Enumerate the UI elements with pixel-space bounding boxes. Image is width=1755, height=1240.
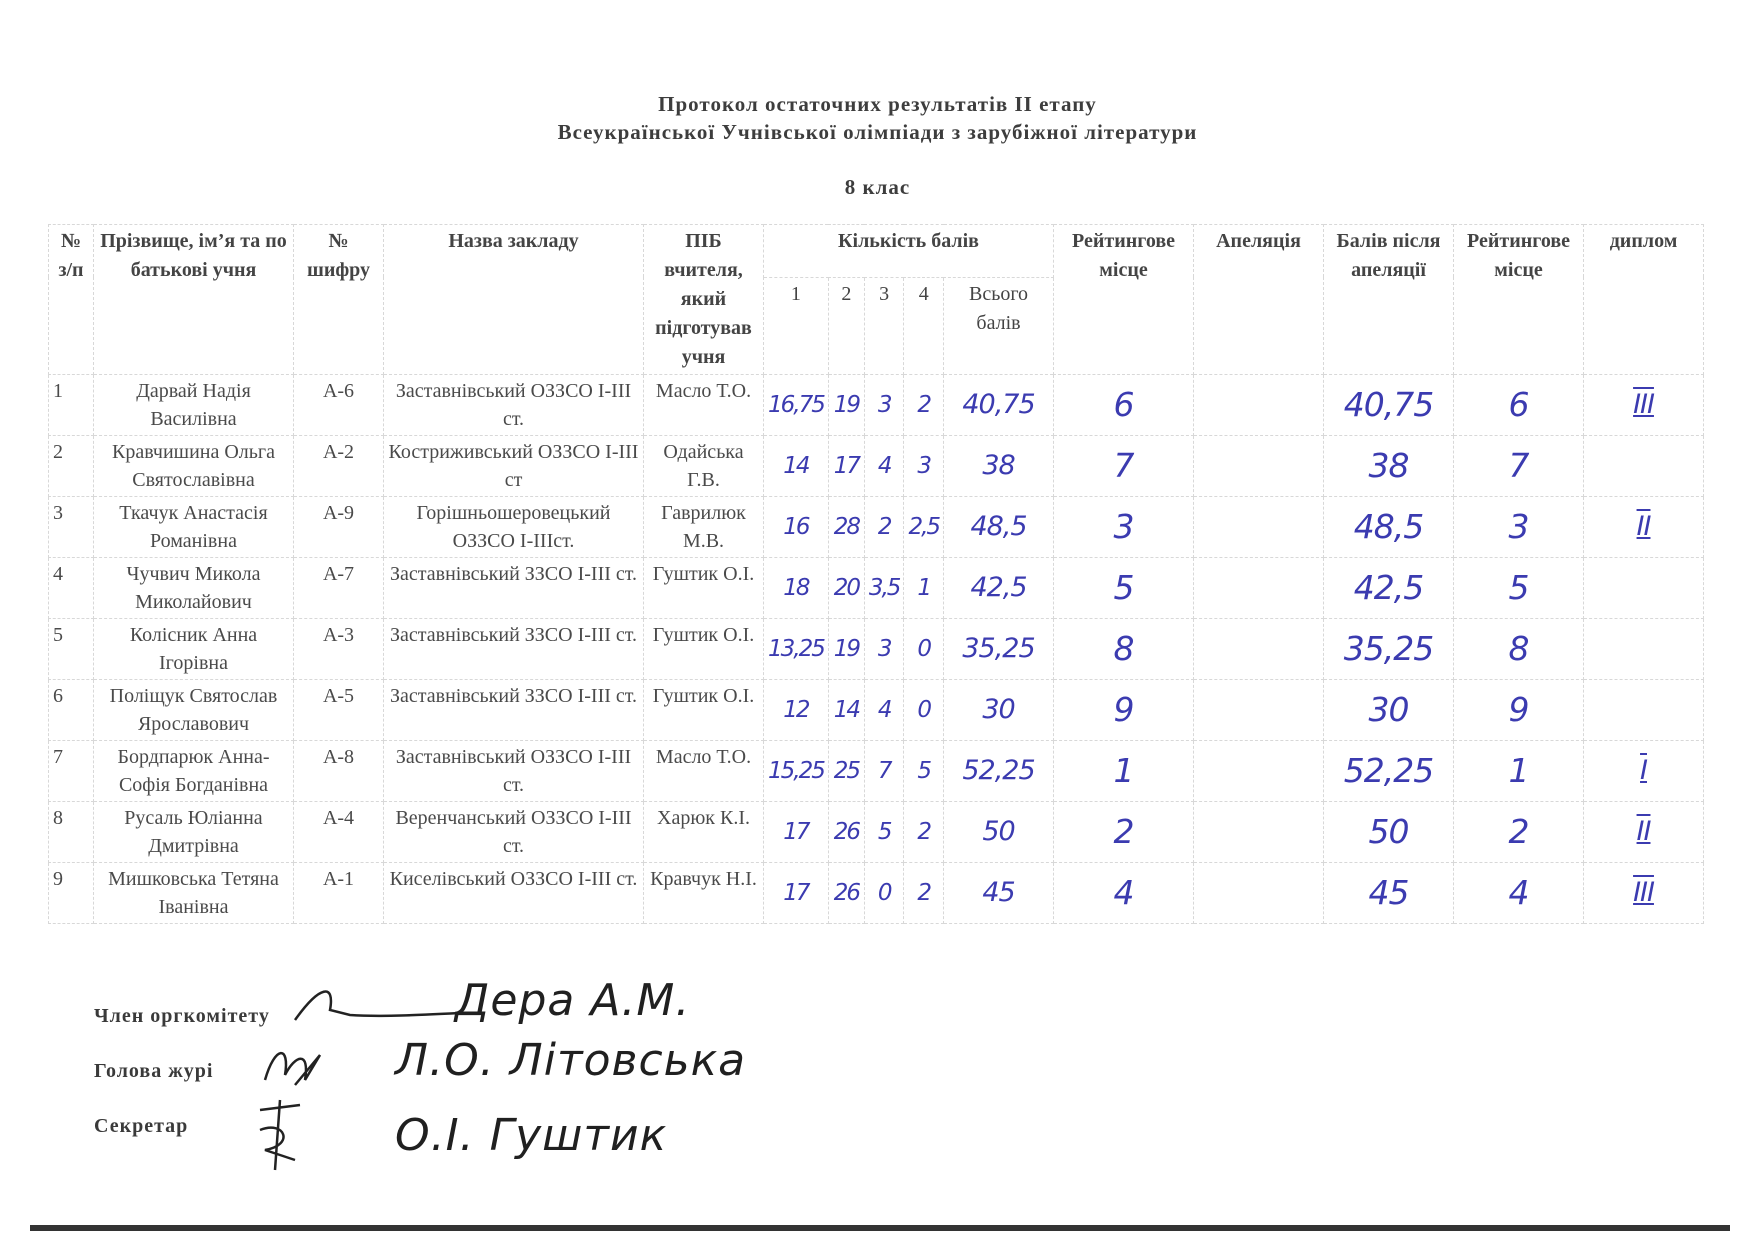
row-score-1: 17 <box>764 802 829 863</box>
col-header-after-appeal: Балів після апеляції <box>1324 225 1454 375</box>
row-score-2: 17 <box>828 436 864 497</box>
row-teacher: Одайська Г.В. <box>644 436 764 497</box>
row-total: 38 <box>944 436 1054 497</box>
row-rank-2: 4 <box>1454 863 1584 924</box>
row-after-appeal: 40,75 <box>1324 375 1454 436</box>
document-title-line-2: Всеукраїнської Учнівської олімпіади з зарубіжної літератури <box>557 120 1198 144</box>
col-header-diploma: диплом <box>1584 225 1704 375</box>
row-score-1: 18 <box>764 558 829 619</box>
table-row <box>49 680 1704 741</box>
row-num: 1 <box>49 375 94 436</box>
table-row <box>49 619 1704 680</box>
row-score-3: 3 <box>864 619 904 680</box>
row-score-4: 5 <box>904 741 944 802</box>
row-name: Русаль Юліанна Дмитрівна <box>94 802 294 863</box>
row-rank-2: 8 <box>1454 619 1584 680</box>
signature-scribble-secretary <box>245 1090 315 1180</box>
row-teacher: Гуштик О.І. <box>644 680 764 741</box>
row-rank: 5 <box>1054 558 1194 619</box>
col-header-school: Назва закладу <box>384 225 644 375</box>
col-header-score-3: 3 <box>864 277 904 374</box>
row-score-1: 13,25 <box>764 619 829 680</box>
row-code: А-6 <box>294 375 384 436</box>
header-row <box>49 225 1704 278</box>
table-row <box>49 497 1704 558</box>
row-teacher: Кравчук Н.І. <box>644 863 764 924</box>
row-diploma <box>1584 436 1704 497</box>
row-score-1: 15,25 <box>764 741 829 802</box>
row-num: 7 <box>49 741 94 802</box>
row-diploma: І <box>1584 741 1704 802</box>
row-diploma <box>1584 558 1704 619</box>
row-name: Бордпарюк Анна-Софія Богданівна <box>94 741 294 802</box>
row-score-4: 3 <box>904 436 944 497</box>
row-appeal <box>1194 619 1324 680</box>
row-num: 4 <box>49 558 94 619</box>
row-score-4: 2 <box>904 863 944 924</box>
table-row <box>49 802 1704 863</box>
row-score-2: 20 <box>828 558 864 619</box>
row-after-appeal: 38 <box>1324 436 1454 497</box>
row-appeal <box>1194 497 1324 558</box>
row-teacher: Гуштик О.І. <box>644 558 764 619</box>
row-name: Кравчишина Ольга Святославівна <box>94 436 294 497</box>
row-code: А-4 <box>294 802 384 863</box>
row-num: 6 <box>49 680 94 741</box>
row-after-appeal: 50 <box>1324 802 1454 863</box>
signature-label-head: Голова журі <box>94 1060 214 1082</box>
col-header-total: Всього балів <box>944 277 1054 374</box>
row-score-3: 3,5 <box>864 558 904 619</box>
row-score-1: 16,75 <box>764 375 829 436</box>
row-score-1: 17 <box>764 863 829 924</box>
row-score-1: 14 <box>764 436 829 497</box>
row-score-4: 0 <box>904 619 944 680</box>
row-rank-2: 2 <box>1454 802 1584 863</box>
row-appeal <box>1194 436 1324 497</box>
table-row <box>49 741 1704 802</box>
row-appeal <box>1194 680 1324 741</box>
row-score-1: 16 <box>764 497 829 558</box>
row-score-3: 7 <box>864 741 904 802</box>
signature-label-member: Член оргкомітету <box>94 1005 270 1027</box>
row-score-3: 0 <box>864 863 904 924</box>
col-header-score-4: 4 <box>904 277 944 374</box>
row-score-3: 4 <box>864 436 904 497</box>
row-num: 3 <box>49 497 94 558</box>
row-diploma: ІІ <box>1584 802 1704 863</box>
row-diploma: ІІ <box>1584 497 1704 558</box>
row-total: 35,25 <box>944 619 1054 680</box>
scan-edge-bar <box>30 1225 1730 1231</box>
row-score-2: 19 <box>828 619 864 680</box>
row-score-2: 25 <box>828 741 864 802</box>
row-diploma <box>1584 619 1704 680</box>
col-header-teacher: ПІБ вчителя, який підготував учня <box>644 225 764 375</box>
row-score-2: 26 <box>828 863 864 924</box>
row-code: А-8 <box>294 741 384 802</box>
row-score-2: 19 <box>828 375 864 436</box>
row-school: Киселівський ОЗЗСО І-ІІІ ст. <box>384 863 644 924</box>
results-table <box>48 224 1704 924</box>
row-num: 5 <box>49 619 94 680</box>
row-code: А-9 <box>294 497 384 558</box>
col-header-code: № шифру <box>294 225 384 375</box>
row-code: А-5 <box>294 680 384 741</box>
row-school: Заставнівський ОЗЗСО І-ІІІ ст. <box>384 375 644 436</box>
row-total: 50 <box>944 802 1054 863</box>
row-total: 45 <box>944 863 1054 924</box>
row-rank-2: 5 <box>1454 558 1584 619</box>
row-appeal <box>1194 802 1324 863</box>
row-name: Колісник Анна Ігорівна <box>94 619 294 680</box>
row-rank-2: 3 <box>1454 497 1584 558</box>
signature-scribble-head <box>255 1035 335 1095</box>
row-score-4: 2 <box>904 802 944 863</box>
row-score-2: 28 <box>828 497 864 558</box>
row-school: Заставнівський ОЗЗСО І-ІІІ ст. <box>384 741 644 802</box>
row-after-appeal: 30 <box>1324 680 1454 741</box>
col-header-score-2: 2 <box>828 277 864 374</box>
row-score-3: 5 <box>864 802 904 863</box>
row-name: Поліщук Святослав Ярославович <box>94 680 294 741</box>
row-diploma: ІІІ <box>1584 375 1704 436</box>
row-score-3: 4 <box>864 680 904 741</box>
col-header-scores: Кількість балів <box>764 225 1054 278</box>
row-rank-2: 6 <box>1454 375 1584 436</box>
row-after-appeal: 52,25 <box>1324 741 1454 802</box>
table-row <box>49 863 1704 924</box>
row-score-4: 2,5 <box>904 497 944 558</box>
row-school: Веренчанський ОЗЗСО І-ІІІ ст. <box>384 802 644 863</box>
signature-secretary-name: О.І. Гуштик <box>395 1110 668 1161</box>
row-rank: 6 <box>1054 375 1194 436</box>
row-rank-2: 7 <box>1454 436 1584 497</box>
row-after-appeal: 48,5 <box>1324 497 1454 558</box>
row-after-appeal: 45 <box>1324 863 1454 924</box>
table-row <box>49 436 1704 497</box>
row-name: Чучвич Микола Миколайович <box>94 558 294 619</box>
row-name: Дарвай Надія Василівна <box>94 375 294 436</box>
row-rank: 8 <box>1054 619 1194 680</box>
row-rank: 3 <box>1054 497 1194 558</box>
row-rank-2: 9 <box>1454 680 1584 741</box>
row-num: 2 <box>49 436 94 497</box>
row-total: 30 <box>944 680 1054 741</box>
row-after-appeal: 42,5 <box>1324 558 1454 619</box>
row-rank: 4 <box>1054 863 1194 924</box>
row-code: А-7 <box>294 558 384 619</box>
row-rank: 1 <box>1054 741 1194 802</box>
row-teacher: Гаврилюк М.В. <box>644 497 764 558</box>
row-total: 40,75 <box>944 375 1054 436</box>
row-num: 8 <box>49 802 94 863</box>
row-after-appeal: 35,25 <box>1324 619 1454 680</box>
row-total: 48,5 <box>944 497 1054 558</box>
table-row <box>49 375 1704 436</box>
row-score-1: 12 <box>764 680 829 741</box>
signature-head-name: Л.О. Літовська <box>395 1035 747 1086</box>
row-rank: 9 <box>1054 680 1194 741</box>
col-header-appeal: Апеляція <box>1194 225 1324 375</box>
row-score-2: 26 <box>828 802 864 863</box>
row-score-4: 0 <box>904 680 944 741</box>
col-header-score-1: 1 <box>764 277 829 374</box>
row-appeal <box>1194 558 1324 619</box>
row-school: Заставнівський ЗЗСО І-ІІІ ст. <box>384 558 644 619</box>
row-teacher: Масло Т.О. <box>644 375 764 436</box>
col-header-rank-2: Рейтингове місце <box>1454 225 1584 375</box>
row-school: Заставнівський ЗЗСО І-ІІІ ст. <box>384 619 644 680</box>
row-rank: 7 <box>1054 436 1194 497</box>
row-num: 9 <box>49 863 94 924</box>
row-diploma <box>1584 680 1704 741</box>
row-teacher: Гуштик О.І. <box>644 619 764 680</box>
row-rank: 2 <box>1054 802 1194 863</box>
row-score-4: 2 <box>904 375 944 436</box>
row-score-4: 1 <box>904 558 944 619</box>
col-header-name: Прізвище, ім’я та по батькові учня <box>94 225 294 375</box>
row-teacher: Харюк К.І. <box>644 802 764 863</box>
row-score-3: 2 <box>864 497 904 558</box>
table-row <box>49 558 1704 619</box>
row-appeal <box>1194 375 1324 436</box>
row-appeal <box>1194 741 1324 802</box>
row-name: Мишковська Тетяна Іванівна <box>94 863 294 924</box>
row-appeal <box>1194 863 1324 924</box>
row-score-3: 3 <box>864 375 904 436</box>
col-header-num: № з/п <box>49 225 94 375</box>
row-code: А-3 <box>294 619 384 680</box>
signature-member-name: Дера А.М. <box>455 975 691 1026</box>
row-name: Ткачук Анастасія Романівна <box>94 497 294 558</box>
col-header-rank: Рейтингове місце <box>1054 225 1194 375</box>
row-diploma: ІІІ <box>1584 863 1704 924</box>
row-code: А-2 <box>294 436 384 497</box>
row-total: 42,5 <box>944 558 1054 619</box>
row-teacher: Масло Т.О. <box>644 741 764 802</box>
document-title-line-1: Протокол остаточних результатів ІІ етапу <box>658 92 1097 116</box>
row-rank-2: 1 <box>1454 741 1584 802</box>
row-school: Костриживський ОЗЗСО І-ІІІ ст <box>384 436 644 497</box>
row-school: Заставнівський ЗЗСО І-ІІІ ст. <box>384 680 644 741</box>
signature-label-secretary: Секретар <box>94 1115 189 1137</box>
row-school: Горішньошеровецький ОЗЗСО І-ІІІст. <box>384 497 644 558</box>
row-total: 52,25 <box>944 741 1054 802</box>
signature-scribble-member <box>290 975 470 1030</box>
grade-label: 8 клас <box>844 175 911 199</box>
row-code: А-1 <box>294 863 384 924</box>
row-score-2: 14 <box>828 680 864 741</box>
